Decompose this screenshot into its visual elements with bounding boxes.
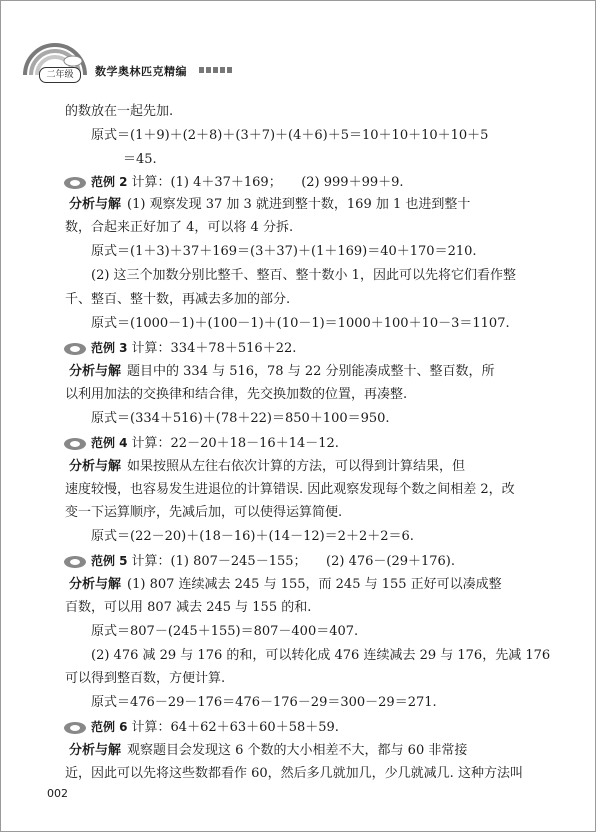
example-badge-icon xyxy=(63,176,87,190)
text-line: 变一下运算顺序，先减后加，可以使得运算简便. xyxy=(65,505,343,520)
example-text: 计算：334＋78＋516＋22. xyxy=(131,341,297,356)
example-5-heading xyxy=(63,552,455,571)
example-label: 范例 3 xyxy=(91,341,128,355)
analysis-label: 分析与解 xyxy=(69,743,122,758)
example-label: 范例 4 xyxy=(91,436,128,450)
analysis-label: 分析与解 xyxy=(69,197,122,212)
text-line: 百数，可以用 807 减去 245 与 155 的和. xyxy=(65,600,312,615)
formula-line: 原式＝(1000－1)＋(100－1)＋(10－1)＝1000＋100＋10－3＝1107. xyxy=(91,316,510,331)
analysis-line xyxy=(69,458,465,476)
example-6-heading xyxy=(63,718,339,737)
text-line: 的数放在一起先加. xyxy=(65,104,174,119)
analysis-line xyxy=(69,363,495,381)
example-2-heading xyxy=(63,173,404,192)
analysis-label: 分析与解 xyxy=(69,364,122,379)
grade-badge: 二年级 xyxy=(39,67,81,83)
analysis-text: 题目中的 334 与 516，78 与 22 分别能凑成整十、整百数，所 xyxy=(127,364,495,379)
formula-line: ＝45. xyxy=(123,152,157,167)
example-4-heading xyxy=(63,434,339,453)
analysis-line xyxy=(69,576,502,594)
example-badge-icon xyxy=(63,721,87,735)
page-number: 002 xyxy=(47,787,68,800)
formula-line: 原式＝(334＋516)＋(78＋22)＝850＋100＝950. xyxy=(91,411,390,426)
book-title: 数学奥林匹克精编 xyxy=(95,65,187,78)
page-header xyxy=(19,41,579,87)
formula-line: 原式＝(1＋9)＋(2＋8)＋(3＋7)＋(4＋6)＋5＝10＋10＋10＋10＋5 xyxy=(91,128,489,143)
example-label: 范例 5 xyxy=(91,554,128,568)
analysis-text: 观察题目会发现这 6 个数的大小相差不大，都与 60 非常接 xyxy=(127,743,468,758)
analysis-label: 分析与解 xyxy=(69,459,122,474)
analysis-text: (1) 观察发现 37 加 3 就进到整十数，169 加 1 也进到整十 xyxy=(127,197,471,212)
example-badge-icon xyxy=(63,437,87,451)
formula-line: 原式＝476－29－176＝476－176－29＝300－29＝271. xyxy=(91,695,437,710)
example-text: 计算：(1) 807－245－155； (2) 476－(29＋176). xyxy=(131,554,456,569)
analysis-text: (1) 807 连续减去 245 与 155，而 245 与 155 正好可以凑成整 xyxy=(127,577,502,592)
example-label: 范例 2 xyxy=(91,175,128,189)
text-line: 千、整百、整十数，再减去多加的部分. xyxy=(65,292,291,307)
example-text: 计算：(1) 4＋37＋169； (2) 999＋99＋9. xyxy=(131,175,404,190)
text-line: (2) 476 减 29 与 176 的和，可以转化成 476 连续减去 29 与 176，先减 176 xyxy=(91,648,551,663)
example-badge-icon xyxy=(63,555,87,569)
example-badge-icon xyxy=(63,342,87,356)
text-line: 可以得到整百数，方便计算. xyxy=(65,671,226,686)
example-text: 计算：22－20＋18－16＋14－12. xyxy=(131,436,339,451)
text-line: (2) 这三个加数分别比整千、整百、整十数小 1，因此可以先将它们看作整 xyxy=(91,268,516,283)
analysis-line xyxy=(69,196,470,214)
analysis-text: 如果按照从左往右依次计算的方法，可以得到计算结果，但 xyxy=(127,459,466,474)
text-line: 以利用加法的交换律和结合律，先交换加数的位置，再凑整. xyxy=(65,387,408,402)
analysis-label: 分析与解 xyxy=(69,577,122,592)
example-text: 计算：64＋62＋63＋60＋58＋59. xyxy=(131,720,339,735)
example-label: 范例 6 xyxy=(91,720,128,734)
example-3-heading xyxy=(63,339,296,358)
analysis-line xyxy=(69,742,467,760)
text-line: 近，因此可以先将这些数都看作 60，然后多几就加几，少几就减几. 这种方法叫 xyxy=(65,766,523,781)
formula-line: 原式＝(22－20)＋(18－16)＋(14－12)＝2＋2＋2＝6. xyxy=(91,529,414,544)
formula-line: 原式＝(1＋3)＋37＋169＝(3＋37)＋(1＋169)＝40＋170＝210. xyxy=(91,244,477,259)
header-decoration-icon xyxy=(199,65,235,75)
text-line: 速度较慢，也容易发生进退位的计算错误. 因此观察发现每个数之间相差 2，改 xyxy=(65,482,515,497)
formula-line: 原式＝807－(245＋155)＝807－400＝407. xyxy=(91,624,359,639)
text-line: 数，合起来正好加了 4，可以将 4 分拆. xyxy=(65,220,294,235)
